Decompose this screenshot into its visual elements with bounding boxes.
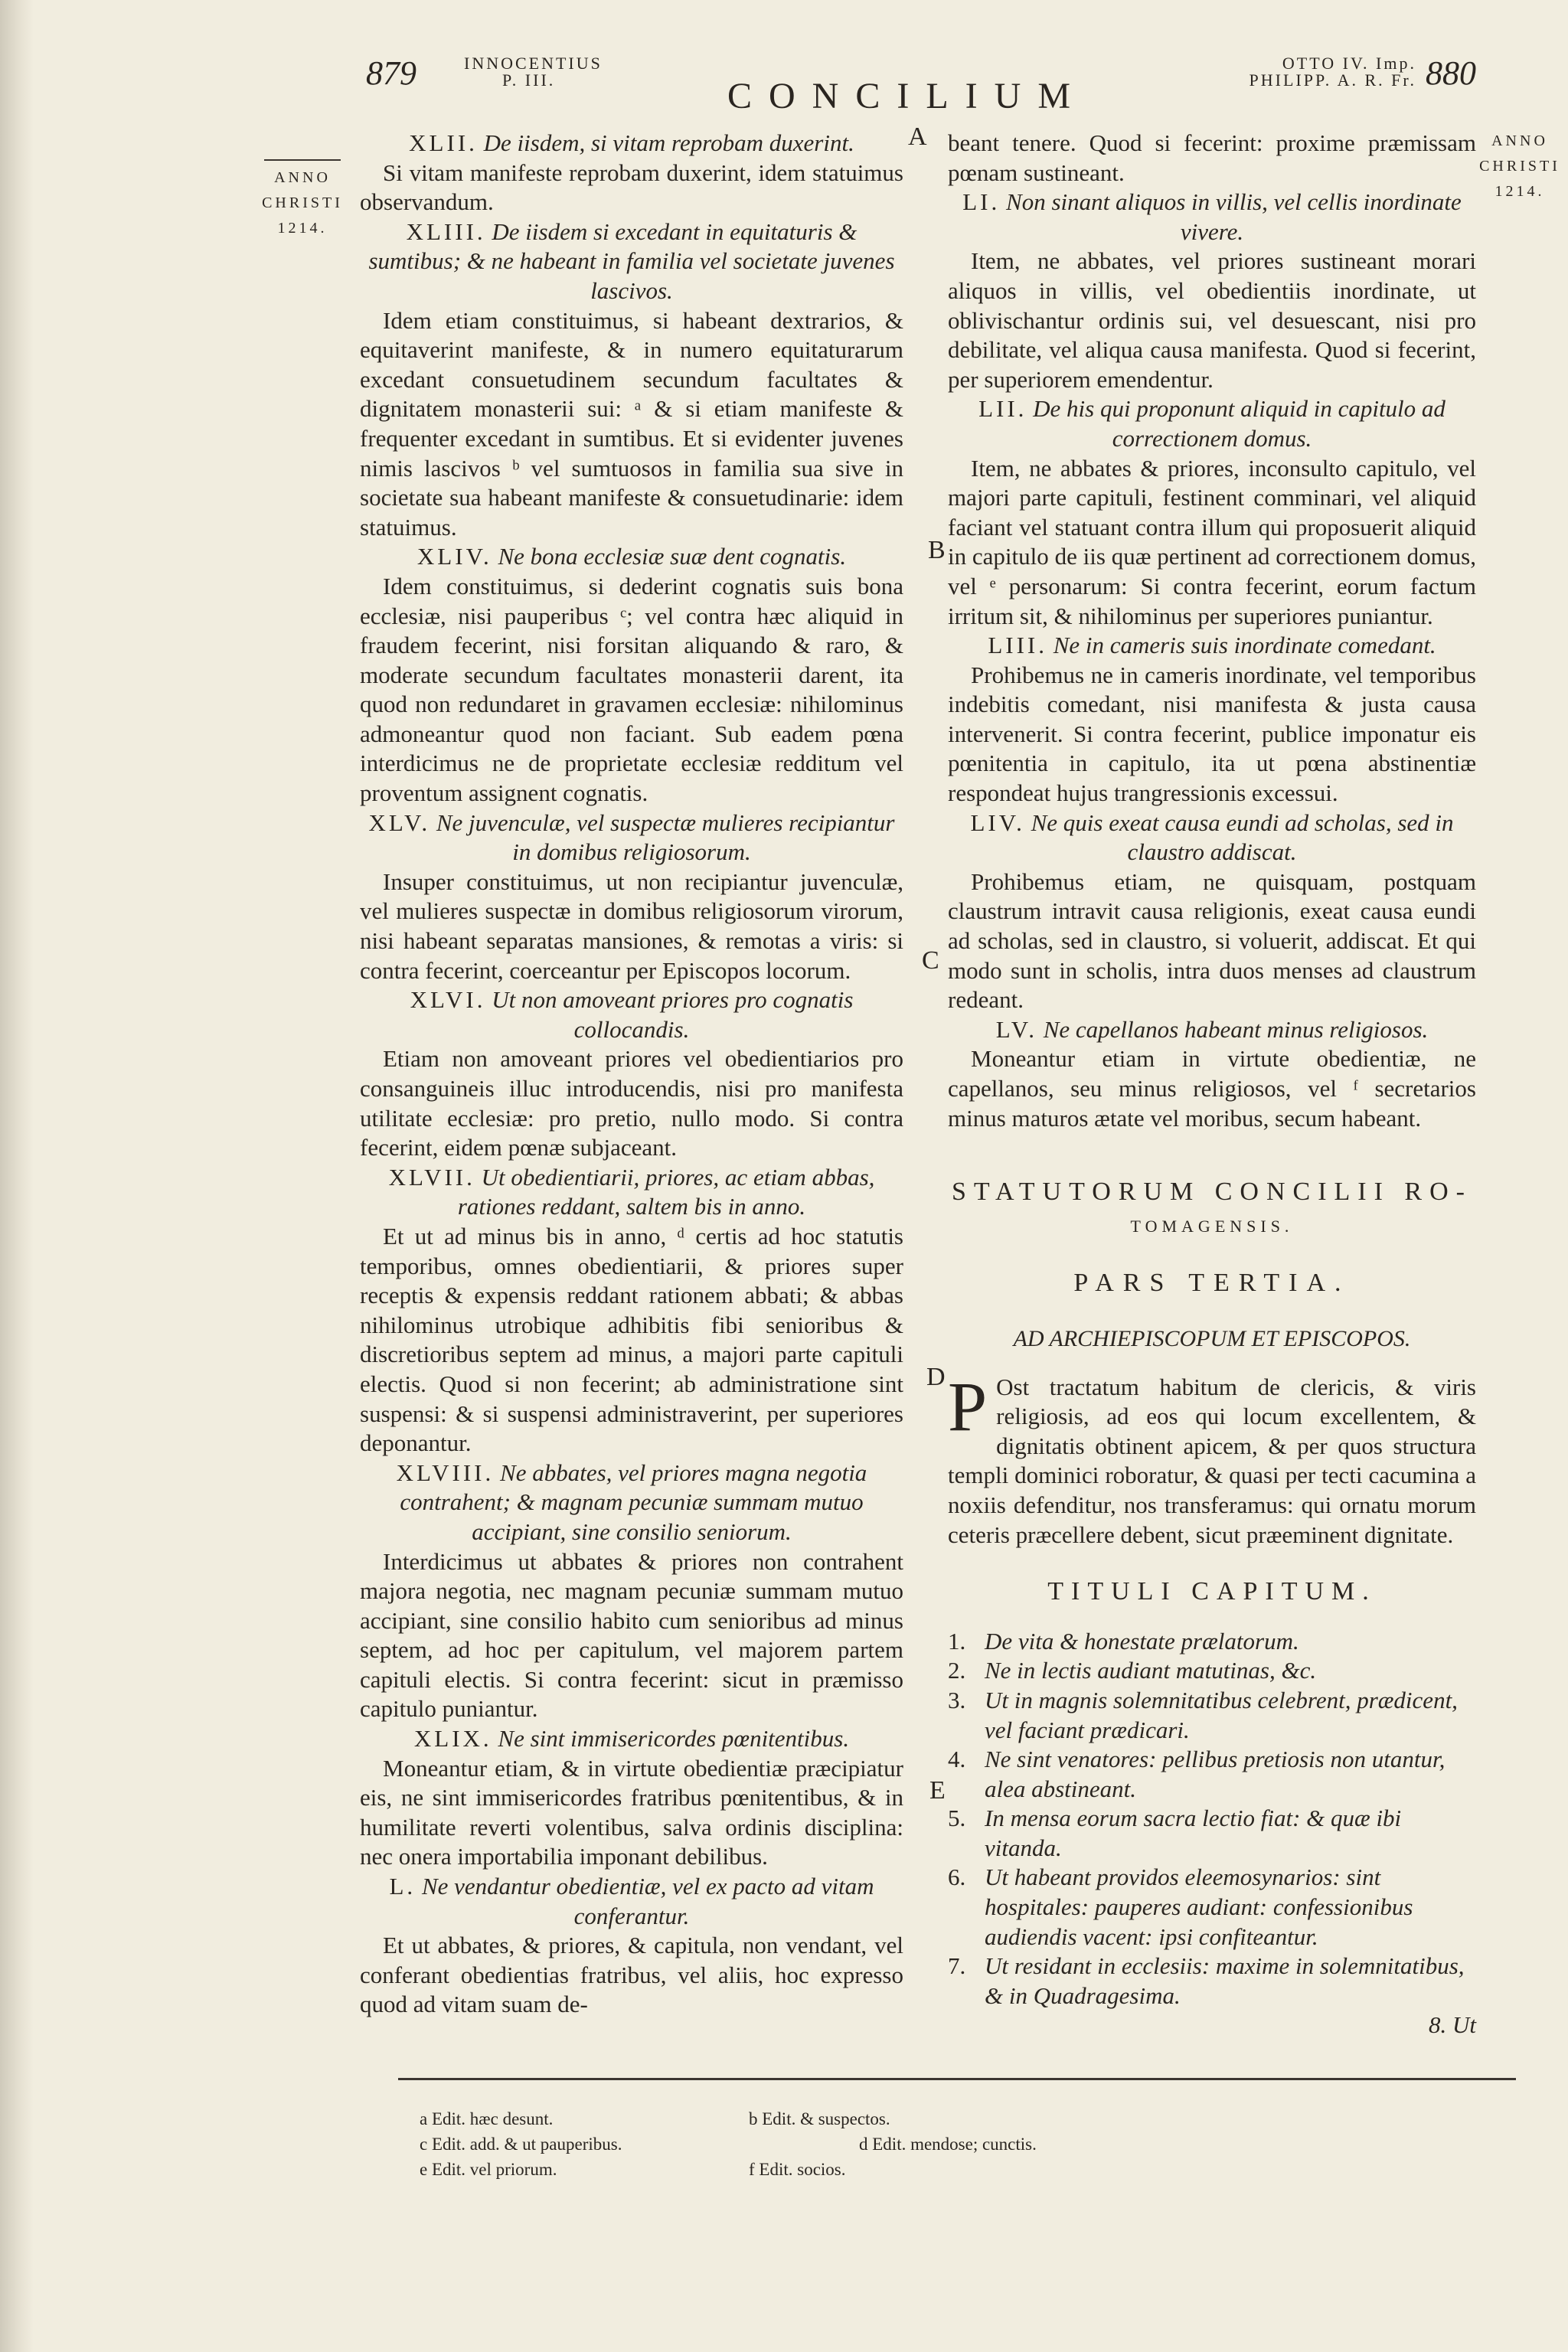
chapter-number: 1. (948, 1627, 966, 1655)
footnote-rule (398, 2078, 1516, 2080)
article-title: De iisdem si excedant in equitaturis & sumtibus; & ne habeant in familia vel societate juvenes lascivos. (368, 217, 895, 304)
article-title: Ne quis exeat causa eundi ad scholas, sed in claustro addiscat. (1031, 808, 1454, 866)
chapter-number: 5. (948, 1805, 966, 1832)
article-paragraph: Interdicimus ut abbates & priores non contrahent majora negotia, nec magnam pecuniæ summam mutuo accipiant, sine consilio habito cum senioribus ad minus septem, ad hoc per capitulum, vel majorem partem capituli electis. Si contra fecerint: sicut in præmisso capitulo puniantur. (360, 1547, 903, 1723)
right-text-column (948, 129, 1476, 2040)
chapter-list-item (948, 1627, 1476, 1657)
chapter-title: De vita & honestate prælatorum. (985, 1627, 1299, 1655)
section-letter-e: E (929, 1776, 946, 1805)
article-title: De iisdem, si vitam reprobam duxerint. (483, 129, 854, 156)
chapter-list-item (948, 1804, 1476, 1863)
footnote-b: b Edit. & suspectos. (749, 2109, 890, 2128)
chapter-title: Ne sint venatores: pellibus pretiosis non utantur, alea abstineant. (985, 1746, 1446, 1802)
article-paragraph: Item, ne abbates, vel priores sustineant morari aliquos in villis, vel obedientiis inordinate, ut oblivischantur ordinis sui, vel desuescant, nisi pro debilitate, vel aliqua causa manifesta. Quod si fecerint, per superiorem emendentur. (948, 247, 1476, 393)
article-title: De his qui proponunt aliquid in capitulo ad correctionem domus. (1033, 395, 1446, 452)
intro-paragraph (948, 1367, 1476, 1550)
article-number: LV. (995, 1015, 1037, 1043)
chapter-title: Ut residant in ecclesiis: maxime in solemnitatibus, & in Quadragesima. (985, 1952, 1465, 2009)
article-number: XLV. (368, 808, 431, 836)
article-number: XLIII. (406, 217, 486, 245)
article-heading (360, 542, 903, 572)
article-number: L. (389, 1873, 416, 1900)
article-heading (360, 1872, 903, 1931)
left-running-head (464, 55, 603, 89)
footnote-f: f Edit. socios. (749, 2160, 846, 2179)
christi-label: CHRISTI (1479, 158, 1560, 175)
anno-label: ANNO (274, 169, 331, 186)
article-title: Ne bona ecclesiæ suæ dent cognatis. (498, 543, 847, 570)
article-heading (360, 1459, 903, 1547)
article-paragraph: Etiam non amoveant priores vel obedientiarios pro consanguineis illuc introducendis, nisi pro manifesta utilitate ecclesiæ: pro pretio, nullo modo. Si contra fecerint, eidem pœnæ subjaceant. (360, 1045, 903, 1161)
left-text-column (360, 129, 903, 2020)
article-paragraph: Et ut abbates, & priores, & capitula, non vendant, vel conferant obedientias fratribus, vel aliis, hoc expresso quod ad vitam suam de- (360, 1932, 903, 2018)
section-letter-a: A (908, 122, 927, 151)
article-paragraph: Et ut ad minus bis in anno, ᵈ certis ad hoc statutis temporibus, omnes obedientiarii, & priores super receptis & expensis reddant rationem abbati; & abbas nihilominus utrobique adhibitis fibi senioribus & discretioribus septem ad minus, a majori parte capituli electis. Quod si non fecerint; ab administratione sint suspensi: & si suspensi administraverint, per superiores deponantur. (360, 1222, 903, 1457)
chapter-number: 4. (948, 1746, 966, 1773)
footnote-d: d Edit. mendose; cunctis. (859, 2135, 1037, 2154)
article-paragraph: Si vitam manifeste reprobam duxerint, idem statuimus observandum. (360, 158, 903, 216)
footnote-a: a Edit. hæc desunt. (420, 2109, 554, 2128)
year-label: 1214. (277, 220, 328, 237)
page-edge (0, 0, 34, 2352)
chapter-list-item (948, 1686, 1476, 1745)
article-heading (360, 129, 903, 158)
article-title: Ut non amoveant priores pro cognatis collocandis. (492, 986, 854, 1043)
chapter-number: 7. (948, 1952, 966, 1980)
statutorum-subtitle: TOMAGENSIS. (1130, 1216, 1294, 1236)
chapter-list (948, 1627, 1476, 2011)
article-heading (948, 394, 1476, 453)
section-letter-b: B (928, 536, 946, 564)
chapter-number: 6. (948, 1864, 966, 1891)
left-running-line-1: INNOCENTIUS (464, 54, 603, 73)
article-heading (360, 985, 903, 1044)
article-title: Ne vendantur obedientiæ, vel ex pacto ad vitam conferantur. (421, 1873, 874, 1929)
right-running-line-2: PHILIPP. A. R. Fr. (1249, 70, 1416, 90)
right-running-line-1: OTTO IV. Imp. (1282, 54, 1416, 73)
left-running-line-2: P. III. (502, 70, 556, 90)
footnote-c: c Edit. add. & ut pauperibus. (420, 2135, 622, 2154)
margin-rule (264, 159, 341, 161)
chapter-list-item (948, 1952, 1476, 2011)
article-number: XLVII. (388, 1163, 475, 1191)
article-number: LII. (978, 395, 1027, 423)
article-heading (948, 1015, 1476, 1045)
article-heading (948, 188, 1476, 247)
pars-tertia-heading: PARS TERTIA. (1073, 1269, 1351, 1298)
article-paragraph: Item, ne abbates & priores, inconsulto capitulo, vel majori parte capituli, festinent comminari, vel aliquid faciant vel statuant contra illum qui proposuerit aliquid in capitulo de iis quæ pertinent ad correctionem domus, vel ᵉ personarum: Si contra fecerint, eorum factum irritum sit, & nihilominus per superiores puniantur. (948, 454, 1476, 629)
article-number: XLVI. (410, 986, 486, 1014)
left-page-number: 879 (366, 54, 416, 92)
article-heading (948, 808, 1476, 867)
chapter-number: 2. (948, 1657, 966, 1684)
article-number: XLVIII. (396, 1459, 495, 1486)
ad-archiepiscopum-heading: AD ARCHIEPISCOPUM ET EPISCOPOS. (1013, 1325, 1411, 1351)
footnote-e: e Edit. vel priorum. (420, 2160, 557, 2179)
chapter-list-item (948, 1656, 1476, 1686)
left-margin-anno-christi (253, 159, 352, 241)
article-title: Ut obedientiarii, priores, ac etiam abbas, rationes reddant, saltem bis in anno. (457, 1163, 875, 1220)
section-letter-d: D (926, 1363, 946, 1391)
chapter-number: 3. (948, 1686, 966, 1713)
article-paragraph: Prohibemus ne in cameris inordinate, vel temporibus indebitis comedant, nisi manifesta & justa causa intervenerit. Si contra fecerint, publice imponatur eis pœnitentia in capitulo, ita ut pœna abstinentiæ respondeat hujus trangressionis excessui. (948, 661, 1476, 807)
article-heading (360, 1724, 903, 1754)
article-paragraph: Moneantur etiam, & in virtute obedientiæ præcipiatur eis, ne sint immisericordes fratribus pœnitentibus, & in humilitate reverti volentibus, salva ordinis disciplina: nec onera importabilia imponant debilibus. (360, 1754, 903, 1870)
article-number: XLIX. (413, 1725, 492, 1753)
article-title: Ne juvenculæ, vel suspectæ mulieres recipiantur in domibus religiosorum. (436, 808, 895, 866)
article-heading (360, 1163, 903, 1222)
article-number: LIV. (970, 808, 1025, 836)
right-margin-anno-christi (1470, 129, 1568, 204)
article-paragraph: Idem constituimus, si dederint cognatis suis bona ecclesiæ, nisi pauperibus ᶜ; vel contra hæc aliquid in fraudem fecerint, nisi forsitan aliquando & raro, & moderate secundum facultates monasterii darent, ita quod non redundaret in gravamen ecclesiæ: nihilominus admoneantur quod non faciant. Sub eadem pœna interdicimus ne de proprietate ecclesiæ redditum vel proventum assignent cognatis. (360, 572, 903, 807)
article-title: Ne abbates, vel priores magna negotia contrahent; & magnam pecuniæ summam mutuo accipiant, sine consilio seniorum. (400, 1459, 867, 1545)
article-title: Ne capellanos habeant minus religiosos. (1043, 1015, 1429, 1043)
chapter-title: In mensa eorum sacra lectio fiat: & quæ ibi vitanda. (985, 1805, 1402, 1861)
article-title: Ne sint immisericordes pœnitentibus. (498, 1725, 850, 1753)
article-number: XLIV. (416, 543, 492, 570)
right-column-articles (948, 129, 1476, 1133)
article-paragraph: Insuper constituimus, ut non recipiantur juvenculæ, vel mulieres suspectæ in domibus religiosorum virorum, nisi habeant separatas mansiones, & remotas a viris: si contra fecerint, coerceantur per Episcopos locorum. (360, 867, 903, 984)
article-number: LIII. (988, 632, 1047, 659)
article-title: Non sinant aliquos in villis, vel cellis inordinate vivere. (1006, 188, 1462, 245)
article-heading (360, 808, 903, 867)
right-running-head (1171, 55, 1416, 89)
chapter-list-item (948, 1863, 1476, 1952)
chapter-list-item (948, 1745, 1476, 1804)
article-paragraph: Prohibemus etiam, ne quisquam, postquam claustrum intravit causa religionis, exeat causa eundi ad scholas, sed in claustro, si voluerit, addiscat. Et qui modo sunt in scholis, intra duos menses ad claustrum redeant. (948, 867, 1476, 1014)
drop-cap: P (948, 1367, 988, 1446)
article-paragraph: beant tenere. Quod si fecerint: proxime præmissam pœnam sustineant. (948, 129, 1476, 186)
section-letter-c: C (922, 946, 939, 975)
article-number: XLII. (409, 129, 478, 156)
article-heading (948, 631, 1476, 661)
right-page-number: 880 (1426, 54, 1476, 92)
chapter-title: Ut in magnis solemnitatibus celebrent, prædicent, vel faciant prædicari. (985, 1686, 1458, 1743)
chapter-title: Ut habeant providos eleemosynarios: sint hospitales: pauperes audiant: confessionibus audiendis vacent: ipsi confiteantur. (985, 1864, 1413, 1950)
article-heading (360, 217, 903, 306)
article-paragraph: Idem etiam constituimus, si habeant dextrarios, & equitaverint manifeste, & in numero equitaturarum excedant consuetudinem secundum facultates & dignitatem monasterii sui: ᵃ & si etiam manifeste & frequenter excedant in sumtibus. Et si evidenter juvenes nimis lascivos ᵇ vel sumtuosos in familia sua sive in societate sua habeant manifeste & consuetudinarie: idem statuimus. (360, 306, 903, 541)
chapter-title: Ne in lectis audiant matutinas, &c. (985, 1657, 1317, 1684)
article-number: LI. (962, 188, 1001, 216)
statutorum-title: STATUTORUM CONCILII RO- (952, 1178, 1472, 1207)
anno-label: ANNO (1491, 132, 1548, 149)
christi-label: CHRISTI (262, 194, 343, 211)
article-title: Ne in cameris suis inordinate comedant. (1053, 632, 1436, 659)
catchword: 8. Ut (1429, 2011, 1476, 2039)
tituli-capitum-heading: TITULI CAPITUM. (1047, 1577, 1377, 1606)
page-title: CONCILIUM (727, 76, 1087, 116)
year-label: 1214. (1494, 183, 1545, 200)
intro-text: Ost tractatum habitum de clericis, & viris religiosis, ad eos qui locum excellentem, & dignitatis obtinent apicem, & per quos structura templi dominici roboratur, & quasi per tecti cacumina a noxiis defenditur, nos transferamus: qui ornatu morum ceteris præcellere debent, sicut præeminent dignitate. (948, 1373, 1476, 1548)
article-paragraph: Moneantur etiam in virtute obedientiæ, ne capellanos, seu minus religiosos, vel ᶠ secretarios minus maturos ætate vel moribus, secum habeant. (948, 1045, 1476, 1132)
